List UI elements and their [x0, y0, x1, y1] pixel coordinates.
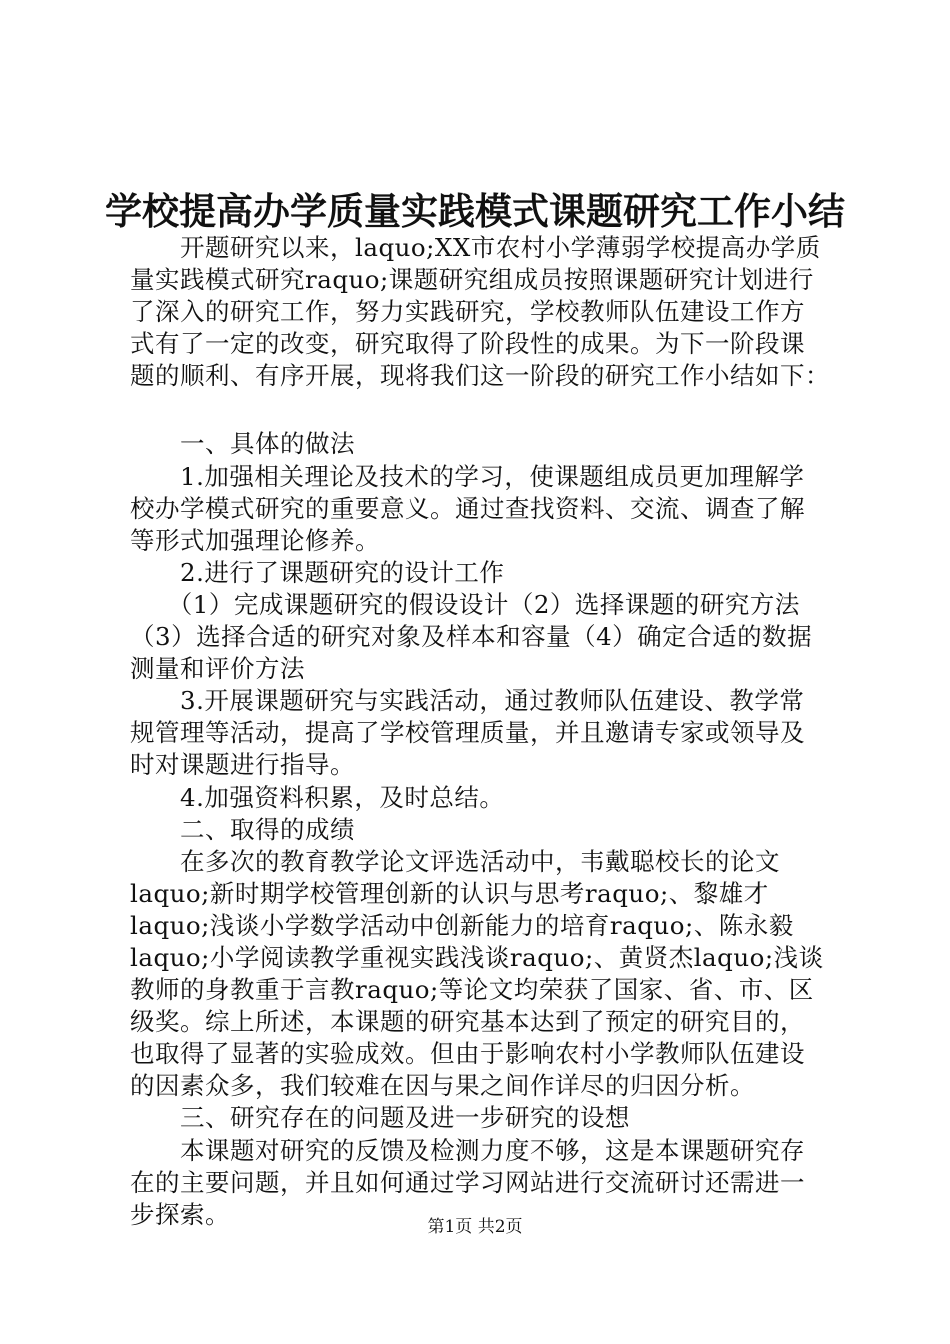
text-line: 了深入的研究工作，努力实践研究，学校教师队伍建设工作方: [130, 297, 805, 327]
text-line: 测量和评价方法: [130, 654, 305, 684]
section-heading: 三、研究存在的问题及进一步研究的设想: [130, 1103, 630, 1133]
text-line: laquo;新时期学校管理创新的认识与思考raquo;、黎雄才: [130, 878, 769, 908]
text-line: 的因素众多，我们较难在因与果之间作详尽的归因分析。: [130, 1071, 755, 1101]
text-line: 在多次的教育教学论文评选活动中，韦戴聪校长的论文: [130, 846, 780, 876]
text-line: 级奖。综上所述，本课题的研究基本达到了预定的研究目的，: [130, 1007, 805, 1037]
page-number: 第1页 共2页: [427, 1217, 523, 1237]
text-line: 3.开展课题研究与实践活动，通过教师队伍建设、教学常: [130, 686, 805, 716]
text-line: 等形式加强理论修养。: [130, 525, 380, 555]
text-line: laquo;浅谈小学数学活动中创新能力的培育raquo;、陈永毅: [130, 910, 794, 940]
text-line: 时对课题进行指导。: [130, 750, 355, 780]
text-line: （1）完成课题研究的假设设计（2）选择课题的研究方法: [130, 589, 800, 619]
text-line: 校办学模式研究的重要意义。通过查找资料、交流、调查了解: [130, 493, 805, 523]
text-line: 1.加强相关理论及技术的学习，使课题组成员更加理解学: [130, 461, 805, 491]
section-heading: 二、取得的成绩: [130, 814, 355, 844]
text-line: （3）选择合适的研究对象及样本和容量（4）确定合适的数据: [130, 622, 813, 652]
text-line: laquo;小学阅读教学重视实践浅谈raquo;、黄贤杰laquo;浅谈: [130, 942, 824, 972]
document-body: [130, 232, 832, 1231]
text-line: 开题研究以来，laquo;XX市农村小学薄弱学校提高办学质: [130, 233, 821, 262]
text-line: 2.进行了课题研究的设计工作: [130, 557, 505, 587]
document-title: 学校提高办学质量实践模式课题研究工作小结: [105, 189, 845, 233]
text-line: 式有了一定的改变，研究取得了阶段性的成果。为下一阶段课: [130, 329, 805, 359]
section-heading: 一、具体的做法: [130, 429, 355, 459]
paragraph-gap: [130, 392, 832, 428]
text-line: 也取得了显著的实验成效。但由于影响农村小学教师队伍建设: [130, 1039, 805, 1069]
text-line: 4.加强资料积累，及时总结。: [130, 782, 505, 812]
text-line: 本课题对研究的反馈及检测力度不够，这是本课题研究存: [130, 1135, 805, 1165]
text-line: 教师的身教重于言教raquo;等论文均荣获了国家、省、市、区: [130, 975, 814, 1005]
text-line: 规管理等活动，提高了学校管理质量，并且邀请专家或领导及: [130, 718, 805, 748]
text-line: 在的主要问题，并且如何通过学习网站进行交流研讨还需进一: [130, 1167, 805, 1197]
text-line: 量实践模式研究raquo;课题研究组成员按照课题研究计划进行: [130, 265, 814, 295]
text-line: 题的顺利、有序开展，现将我们这一阶段的研究工作小结如下：: [130, 361, 830, 391]
text-line: 步探索。: [130, 1199, 230, 1229]
